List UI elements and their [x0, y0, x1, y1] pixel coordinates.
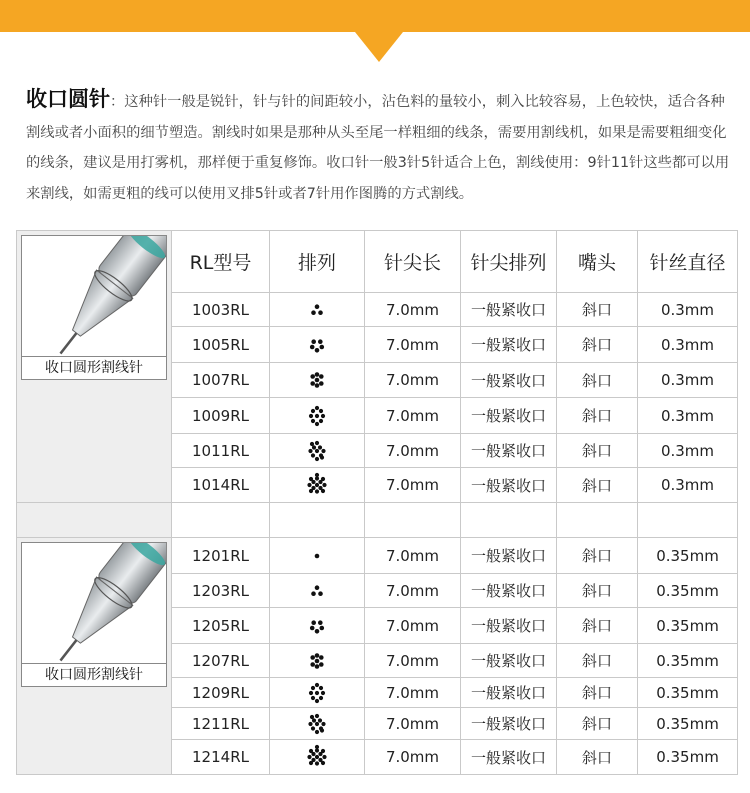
arrangement-cell	[270, 740, 365, 775]
needle-arrangement-icon	[302, 542, 332, 570]
spacer-cell	[270, 503, 365, 538]
needle-spec-table	[16, 230, 738, 775]
header-arrangement: 排列	[270, 231, 365, 293]
mouth-cell: 斜口	[557, 327, 638, 363]
tip-arrangement-cell: 一般紧收口	[461, 293, 557, 327]
mouth-cell: 斜口	[557, 678, 638, 708]
header-mouth: 嘴头	[557, 231, 638, 293]
mouth-cell: 斜口	[557, 608, 638, 644]
model-cell: 1009RL	[172, 398, 270, 434]
needle-arrangement-icon	[302, 679, 332, 707]
mouth-cell: 斜口	[557, 398, 638, 434]
arrangement-cell	[270, 538, 365, 574]
needle-arrangement-icon	[302, 331, 332, 359]
mouth-cell: 斜口	[557, 740, 638, 775]
model-cell: 1205RL	[172, 608, 270, 644]
top-banner	[0, 0, 750, 32]
needle-arrangement-icon	[302, 471, 332, 499]
diameter-cell: 0.3mm	[638, 434, 738, 468]
mouth-cell: 斜口	[557, 644, 638, 678]
tip-arrangement-cell: 一般紧收口	[461, 434, 557, 468]
needle-arrangement-icon	[302, 577, 332, 605]
model-cell: 1207RL	[172, 644, 270, 678]
tip-arrangement-cell: 一般紧收口	[461, 538, 557, 574]
header-tip-length: 针尖长	[365, 231, 461, 293]
spacer-cell	[557, 503, 638, 538]
header-tip-arrangement: 针尖排列	[461, 231, 557, 293]
spacer-row	[17, 503, 738, 538]
model-cell: 1209RL	[172, 678, 270, 708]
tip-arrangement-cell: 一般紧收口	[461, 608, 557, 644]
tip-length-cell: 7.0mm	[365, 538, 461, 574]
mouth-cell: 斜口	[557, 293, 638, 327]
model-cell: 1003RL	[172, 293, 270, 327]
table-header-row	[17, 231, 738, 293]
needle-cartridge-icon	[22, 236, 166, 356]
tip-length-cell: 7.0mm	[365, 434, 461, 468]
diameter-cell: 0.3mm	[638, 293, 738, 327]
needle-image-cell-1	[17, 231, 172, 503]
model-cell: 1014RL	[172, 468, 270, 503]
needle-arrangement-icon	[302, 402, 332, 430]
needle-illustration-1	[21, 235, 167, 380]
spacer-cell	[638, 503, 738, 538]
diameter-cell: 0.35mm	[638, 574, 738, 608]
needle-arrangement-icon	[302, 612, 332, 640]
arrangement-cell	[270, 708, 365, 740]
tip-arrangement-cell: 一般紧收口	[461, 574, 557, 608]
intro-title: 收口圆针	[26, 87, 110, 111]
needle-arrangement-icon	[302, 647, 332, 675]
tip-length-cell: 7.0mm	[365, 678, 461, 708]
arrangement-cell	[270, 398, 365, 434]
arrangement-cell	[270, 468, 365, 503]
model-cell: 1211RL	[172, 708, 270, 740]
diameter-cell: 0.35mm	[638, 708, 738, 740]
arrangement-cell	[270, 678, 365, 708]
mouth-cell: 斜口	[557, 538, 638, 574]
tip-length-cell: 7.0mm	[365, 398, 461, 434]
spacer-cell	[17, 503, 172, 538]
mouth-cell: 斜口	[557, 708, 638, 740]
needle-arrangement-icon	[302, 743, 332, 771]
tip-length-cell: 7.0mm	[365, 327, 461, 363]
model-cell: 1201RL	[172, 538, 270, 574]
diameter-cell: 0.35mm	[638, 740, 738, 775]
needle-image-cell-2	[17, 538, 172, 775]
diameter-cell: 0.3mm	[638, 468, 738, 503]
tip-arrangement-cell: 一般紧收口	[461, 398, 557, 434]
needle-arrangement-icon	[302, 366, 332, 394]
diameter-cell: 0.3mm	[638, 363, 738, 398]
diameter-cell: 0.35mm	[638, 644, 738, 678]
tip-length-cell: 7.0mm	[365, 574, 461, 608]
arrangement-cell	[270, 644, 365, 678]
header-model: RL型号	[172, 231, 270, 293]
tip-length-cell: 7.0mm	[365, 740, 461, 775]
diameter-cell: 0.35mm	[638, 538, 738, 574]
model-cell: 1203RL	[172, 574, 270, 608]
arrangement-cell	[270, 434, 365, 468]
tip-length-cell: 7.0mm	[365, 644, 461, 678]
needle-arrangement-icon	[302, 710, 332, 738]
arrangement-cell	[270, 363, 365, 398]
mouth-cell: 斜口	[557, 363, 638, 398]
intro-body: ：这种针一般是锐针，针与针的间距较小，沾色料的量较小，刺入比较容易，上色较快，适合各种割线或者小面积的细节塑造。割线时如果是那种从头至尾一样粗细的线条，需要用割线机，如果是需要粗细变化的线条，建议是用打雾机，那样便于重复修饰。收口针一般3针5针适合上色，割线使用：9针11针这些都可以用来割线，如需更粗的线可以使用叉排5针或者7针用作图腾的方式割线。	[26, 94, 730, 202]
mouth-cell: 斜口	[557, 468, 638, 503]
tip-arrangement-cell: 一般紧收口	[461, 468, 557, 503]
model-cell: 1005RL	[172, 327, 270, 363]
diameter-cell: 0.35mm	[638, 608, 738, 644]
needle-illustration-2	[21, 542, 167, 687]
tip-length-cell: 7.0mm	[365, 468, 461, 503]
mouth-cell: 斜口	[557, 434, 638, 468]
spacer-cell	[365, 503, 461, 538]
needle-arrangement-icon	[302, 296, 332, 324]
banner-arrow-notch	[355, 32, 403, 62]
tip-length-cell: 7.0mm	[365, 363, 461, 398]
spacer-cell	[461, 503, 557, 538]
needle-caption-2: 收口圆形割线针	[22, 663, 166, 686]
diameter-cell: 0.3mm	[638, 327, 738, 363]
tip-arrangement-cell: 一般紧收口	[461, 644, 557, 678]
arrangement-cell	[270, 574, 365, 608]
tip-arrangement-cell: 一般紧收口	[461, 327, 557, 363]
tip-arrangement-cell: 一般紧收口	[461, 740, 557, 775]
spacer-cell	[172, 503, 270, 538]
diameter-cell: 0.35mm	[638, 678, 738, 708]
tip-length-cell: 7.0mm	[365, 293, 461, 327]
model-cell: 1007RL	[172, 363, 270, 398]
tip-arrangement-cell: 一般紧收口	[461, 363, 557, 398]
model-cell: 1011RL	[172, 434, 270, 468]
tip-arrangement-cell: 一般紧收口	[461, 708, 557, 740]
arrangement-cell	[270, 327, 365, 363]
intro-paragraph	[26, 84, 736, 209]
table-row	[17, 538, 738, 574]
model-cell: 1214RL	[172, 740, 270, 775]
needle-arrangement-icon	[302, 437, 332, 465]
needle-caption-1: 收口圆形割线针	[22, 356, 166, 379]
mouth-cell: 斜口	[557, 574, 638, 608]
diameter-cell: 0.3mm	[638, 398, 738, 434]
tip-arrangement-cell: 一般紧收口	[461, 678, 557, 708]
arrangement-cell	[270, 608, 365, 644]
arrangement-cell	[270, 293, 365, 327]
tip-length-cell: 7.0mm	[365, 608, 461, 644]
header-diameter: 针丝直径	[638, 231, 738, 293]
tip-length-cell: 7.0mm	[365, 708, 461, 740]
needle-cartridge-icon	[22, 543, 166, 663]
